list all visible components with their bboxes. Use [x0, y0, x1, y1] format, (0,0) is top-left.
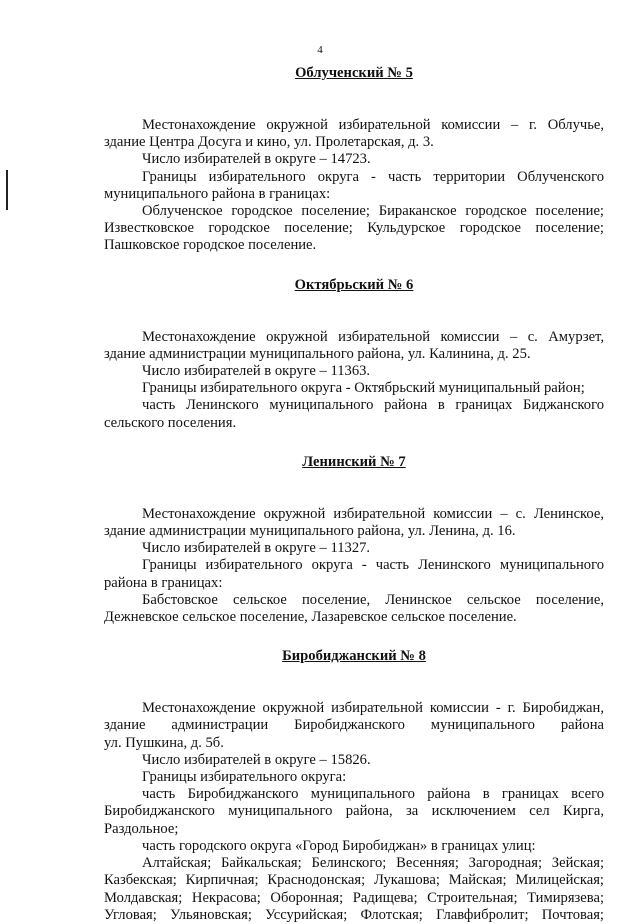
- paragraph-line: Бабстовское сельское поселение, Ленинское сельское поселение,: [142, 591, 604, 608]
- paragraph-line: Число избирателей в округе – 11363.: [142, 363, 371, 380]
- paragraph-line: часть Биробиджанского муниципального района в границах всего: [142, 786, 604, 803]
- paragraph-line: ул. Пушкина, д. 5б.: [104, 734, 224, 751]
- page-number: 4: [317, 44, 323, 56]
- section-heading: Биробиджанский № 8: [282, 648, 426, 665]
- paragraph-line: часть Ленинского муниципального района в границах Биджанского: [142, 397, 604, 414]
- paragraph-line: Границы избирательного округа - часть территории Облученского: [142, 168, 604, 185]
- paragraph-line: Пашковское городское поселение.: [104, 237, 317, 254]
- paragraph-line: часть городского округа «Город Биробиджан» в границах улиц:: [142, 837, 536, 854]
- paragraph-line: Облученское городское поселение; Бираканское городское поселение;: [142, 203, 604, 220]
- paragraph-line: Дежневское сельское поселение, Лазаревское сельское поселение.: [104, 609, 517, 626]
- paragraph-line: здание администрации Биробиджанского муниципального района: [104, 717, 604, 734]
- paragraph-line: Число избирателей в округе – 14723.: [142, 151, 371, 168]
- margin-mark: [6, 170, 8, 210]
- section-heading: Октябрьский № 6: [294, 276, 414, 293]
- paragraph-line: Местонахождение окружной избирательной комиссии - г. Биробиджан,: [142, 700, 604, 717]
- paragraph-line: Казбекская; Кирпичная; Краснодонская; Лукашова; Майская; Милицейская;: [104, 872, 604, 889]
- paragraph-line: сельского поселения.: [104, 414, 237, 431]
- paragraph-line: Число избирателей в округе – 15826.: [142, 751, 371, 768]
- paragraph-line: Биробиджанского муниципального района, за исключением сел Кирга,: [104, 803, 604, 820]
- paragraph-line: Границы избирательного округа:: [142, 769, 347, 786]
- paragraph-line: Границы избирательного округа - Октябрьский муниципальный район;: [142, 380, 585, 397]
- section-heading: Облученский № 5: [295, 65, 413, 81]
- paragraph-line: здание администрации муниципального района, ул. Калинина, д. 25.: [104, 345, 531, 362]
- paragraph-line: Местонахождение окружной избирательной комиссии – г. Облучье,: [142, 117, 604, 133]
- paragraph-line: Местонахождение окружной избирательной комиссии – с. Амурзет,: [142, 328, 604, 345]
- section-heading: Ленинский № 7: [302, 453, 406, 470]
- paragraph-line: Границы избирательного округа - часть Ленинского муниципального: [142, 557, 604, 574]
- paragraph-line: Угловая; Ульяновская; Уссурийская; Флотская; Главфибролит; Почтовая;: [104, 906, 604, 923]
- paragraph-line: Алтайская; Байкальская; Белинского; Весенняя; Загородная; Зейская;: [142, 855, 604, 872]
- paragraph-line: здание Центра Досуга и кино, ул. Пролетарская, д. 3.: [104, 134, 434, 151]
- paragraph-line: муниципального района в границах:: [104, 185, 331, 202]
- paragraph-line: района в границах:: [104, 574, 223, 591]
- paragraph-line: Известковское городское поселение; Кульдурское городское поселение;: [104, 220, 604, 237]
- paragraph-line: Молдавская; Некрасова; Оборонная; Радищева; Строительная; Тимирязева;: [104, 889, 604, 906]
- paragraph-line: Раздольное;: [104, 820, 179, 837]
- paragraph-line: здание администрации муниципального района, ул. Ленина, д. 16.: [104, 523, 516, 540]
- paragraph-line: Местонахождение окружной избирательной комиссии – с. Ленинское,: [142, 505, 604, 522]
- paragraph-line: Число избирателей в округе – 11327.: [142, 540, 371, 557]
- document-body: [104, 63, 604, 924]
